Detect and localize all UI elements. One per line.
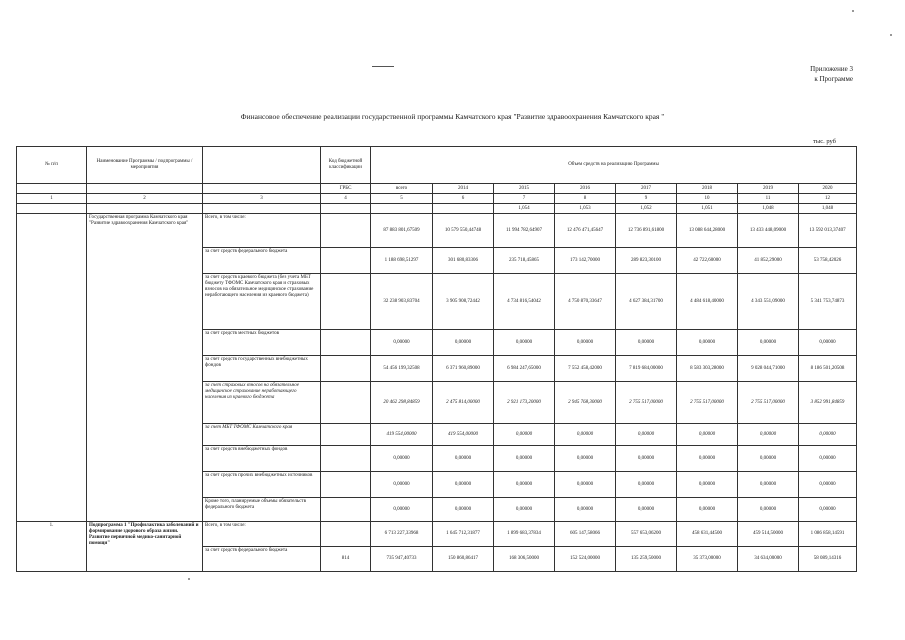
code-cell: 1,048: [799, 204, 857, 214]
scan-speck: [890, 34, 892, 36]
year-value: 8 186 501,20508: [799, 356, 857, 382]
year-value: 41 852,29000: [738, 248, 799, 274]
year-value: 2 921 173,20000: [494, 382, 555, 424]
year-value: 419 554,00000: [433, 424, 494, 446]
year-value: 1 086 858,14591: [799, 522, 857, 547]
codes-empty: [433, 204, 494, 214]
subheader-empty-1: [17, 184, 87, 194]
year-value: 0,00000: [433, 498, 494, 522]
year-value: 0,00000: [555, 330, 616, 356]
year-value: 1 899 683,37834: [494, 522, 555, 547]
year-value: 4 627 384,31700: [616, 274, 677, 330]
year-value: 0,00000: [677, 472, 738, 498]
year-value: 135 259,50000: [616, 547, 677, 572]
col-number: 1: [17, 194, 87, 204]
subheader-year: 2018: [677, 184, 738, 194]
col-number: 5: [371, 194, 433, 204]
year-value: 0,00000: [799, 498, 857, 522]
year-value: 2 755 517,00000: [738, 382, 799, 424]
funding-source-label: за счет средств федерального бюджета: [203, 248, 321, 274]
year-value: 0,00000: [433, 472, 494, 498]
code-cell: 1,051: [677, 204, 738, 214]
year-value: 13 433 448,09000: [738, 214, 799, 248]
appendix-line-1: Приложение 3: [810, 65, 853, 73]
total-value: 0,00000: [371, 446, 433, 472]
col-number: 7: [494, 194, 555, 204]
appendix-line-2: к Программе: [814, 75, 853, 83]
grbs-code: [321, 522, 371, 547]
year-value: 34 634,00000: [738, 547, 799, 572]
codes-empty: [17, 204, 87, 214]
scan-speck: [188, 578, 190, 580]
year-value: 173 142,70000: [555, 248, 616, 274]
year-value: 42 722,60000: [677, 248, 738, 274]
column-number-row: [17, 194, 857, 204]
total-value: 20 462 298,84859: [371, 382, 433, 424]
col-number: 10: [677, 194, 738, 204]
funding-source-label: за счет средств федерального бюджета: [203, 547, 321, 572]
subheader-year: 2017: [616, 184, 677, 194]
subheader-empty-2: [87, 184, 203, 194]
total-value: 87 883 801,67509: [371, 214, 433, 248]
header-budget-code: Код бюджетной классификации: [321, 147, 371, 184]
year-value: 0,00000: [555, 498, 616, 522]
col-number: 12: [799, 194, 857, 204]
total-value: 0,00000: [371, 330, 433, 356]
year-value: 0,00000: [799, 446, 857, 472]
year-value: 0,00000: [738, 424, 799, 446]
year-value: 4 750 870,33647: [555, 274, 616, 330]
year-value: 11 994 782,64907: [494, 214, 555, 248]
program-name: Подпрограмма 1 "Профилактика заболеваний и формирование здорового образа жизни. Развитие первичной медико-санитарной помощи": [87, 522, 203, 572]
codes-empty: [371, 204, 433, 214]
codes-empty: [203, 204, 321, 214]
year-value: 1 645 712,31877: [433, 522, 494, 547]
year-value: 10 579 550,44748: [433, 214, 494, 248]
year-value: 0,00000: [677, 424, 738, 446]
col-number: 9: [616, 194, 677, 204]
year-value: 458 631,44500: [677, 522, 738, 547]
code-cell: 1,048: [738, 204, 799, 214]
col-number: 2: [87, 194, 203, 204]
header-blank: [203, 147, 321, 184]
grbs-code: [321, 356, 371, 382]
year-value: 3 905 908,72442: [433, 274, 494, 330]
total-value: 6 713 227,33968: [371, 522, 433, 547]
year-value: 53 758,42026: [799, 248, 857, 274]
year-value: 152 524,00000: [555, 547, 616, 572]
grbs-code: [321, 424, 371, 446]
subheader-year: 2019: [738, 184, 799, 194]
year-value: 0,00000: [616, 330, 677, 356]
year-value: 0,00000: [799, 330, 857, 356]
year-value: 301 680,83306: [433, 248, 494, 274]
year-value: 0,00000: [738, 498, 799, 522]
appendix-note: [810, 64, 853, 84]
year-value: 0,00000: [555, 446, 616, 472]
year-value: 0,00000: [677, 498, 738, 522]
table-row: [17, 522, 857, 547]
year-value: 0,00000: [494, 446, 555, 472]
total-value: 735 947,40733: [371, 547, 433, 572]
year-value: 0,00000: [494, 472, 555, 498]
year-value: 2 755 517,00000: [616, 382, 677, 424]
year-value: 12 736 891,61800: [616, 214, 677, 248]
year-value: 4 734 816,54042: [494, 274, 555, 330]
year-value: 0,00000: [494, 330, 555, 356]
subheader-year: 2020: [799, 184, 857, 194]
year-value: 13 592 013,37407: [799, 214, 857, 248]
grbs-code: [321, 248, 371, 274]
year-value: 0,00000: [616, 446, 677, 472]
funding-source-label: Всего, в том числе:: [203, 214, 321, 248]
subheader-year: 2015: [494, 184, 555, 194]
codes-row: [17, 204, 857, 214]
year-value: 168 306,50000: [494, 547, 555, 572]
year-value: 0,00000: [799, 424, 857, 446]
subheader-empty-3: [203, 184, 321, 194]
year-value: 0,00000: [616, 498, 677, 522]
col-number: 11: [738, 194, 799, 204]
year-value: 2 945 768,30000: [555, 382, 616, 424]
funding-source-label: за счет средств государственных внебюджетных фондов: [203, 356, 321, 382]
units-label: тыс. руб: [813, 138, 836, 145]
col-number: 3: [203, 194, 321, 204]
year-value: 35 373,00000: [677, 547, 738, 572]
funding-source-label: за счет МБТ ТФОМС Камчатского края: [203, 424, 321, 446]
code-cell: 1,054: [494, 204, 555, 214]
total-value: 54 456 199,32508: [371, 356, 433, 382]
total-value: 0,00000: [371, 472, 433, 498]
subheader-total: всего: [371, 184, 433, 194]
year-value: 0,00000: [738, 472, 799, 498]
funding-source-label: Всего, в том числе:: [203, 522, 321, 547]
funding-source-label: за счет средств местных бюджетов: [203, 330, 321, 356]
year-value: 6 984 247,65000: [494, 356, 555, 382]
year-value: 13 088 644,28000: [677, 214, 738, 248]
codes-empty: [321, 204, 371, 214]
header-no: № п/п: [17, 147, 87, 184]
year-value: 0,00000: [799, 472, 857, 498]
total-value: 32 238 903,83704: [371, 274, 433, 330]
total-value: 1 188 698,51297: [371, 248, 433, 274]
year-value: 0,00000: [677, 330, 738, 356]
table-row: [17, 214, 857, 248]
year-value: 3 852 991,84859: [799, 382, 857, 424]
codes-empty: [87, 204, 203, 214]
col-number: 4: [321, 194, 371, 204]
code-cell: 1,053: [555, 204, 616, 214]
funding-source-label: за счет средств краевого бюджета (без учета МБТ бюджету ТФОМС Камчатского края и страховых взносов на обязательное медицинское страхование неработающего населения из краевого бюджета): [203, 274, 321, 330]
col-number: 6: [433, 194, 494, 204]
grbs-code: [321, 382, 371, 424]
grbs-code: [321, 472, 371, 498]
year-value: 2 755 517,00000: [677, 382, 738, 424]
year-value: 7 552 458,42000: [555, 356, 616, 382]
year-value: 0,00000: [738, 446, 799, 472]
header-name: Наименование Программы / подпрограммы / мероприятия: [87, 147, 203, 184]
year-value: 7 819 684,00000: [616, 356, 677, 382]
document-title: Финансовое обеспечение реализации государственной программы Камчатского края "Развитие здравоохранения Камчатского края ": [240, 112, 665, 121]
year-value: 605 147,58066: [555, 522, 616, 547]
col-number: 8: [555, 194, 616, 204]
year-value: 0,00000: [433, 330, 494, 356]
total-value: 0,00000: [371, 498, 433, 522]
year-value: 8 583 303,28000: [677, 356, 738, 382]
year-value: 289 823,30100: [616, 248, 677, 274]
grbs-code: [321, 498, 371, 522]
year-value: 4 484 618,40000: [677, 274, 738, 330]
funding-source-label: за счет средств внебюджетных фондов: [203, 446, 321, 472]
funding-source-label: за счет страховых взносов на обязательное медицинское страхование неработающего населения из краевого бюджета: [203, 382, 321, 424]
grbs-code: [321, 330, 371, 356]
code-cell: 1,052: [616, 204, 677, 214]
year-value: 9 028 044,71000: [738, 356, 799, 382]
year-value: 235 718,45865: [494, 248, 555, 274]
row-number: [17, 214, 87, 522]
header-dash: [372, 66, 394, 67]
year-value: 0,00000: [555, 424, 616, 446]
row-number: 1.: [17, 522, 87, 572]
financing-table: [16, 146, 857, 572]
table-subheader-row: [17, 184, 857, 194]
year-value: 58 089,14316: [799, 547, 857, 572]
subheader-grbs: ГРБС: [321, 184, 371, 194]
grbs-code: [321, 214, 371, 248]
year-value: 0,00000: [677, 446, 738, 472]
total-value: 419 554,00000: [371, 424, 433, 446]
funding-source-label: за счет средств прочих внебюджетных источников: [203, 472, 321, 498]
year-value: 0,00000: [738, 330, 799, 356]
year-value: 12 476 471,45647: [555, 214, 616, 248]
year-value: 0,00000: [494, 498, 555, 522]
year-value: 459 514,50000: [738, 522, 799, 547]
table-header-row: [17, 147, 857, 184]
year-value: 2 475 814,00000: [433, 382, 494, 424]
header-volume: Объем средств на реализацию Программы: [371, 147, 857, 184]
year-value: 557 653,06200: [616, 522, 677, 547]
year-value: 0,00000: [616, 472, 677, 498]
year-value: 0,00000: [555, 472, 616, 498]
program-name: Государственная программа Камчатского края "Развитие здравоохранения Камчатского края": [87, 214, 203, 522]
subheader-year: 2014: [433, 184, 494, 194]
year-value: 0,00000: [433, 446, 494, 472]
year-value: 4 343 551,09000: [738, 274, 799, 330]
year-value: 6 371 960,89000: [433, 356, 494, 382]
funding-source-label: Кроме того, планируемые объемы обязательств федерального бюджета: [203, 498, 321, 522]
grbs-code: 814: [321, 547, 371, 572]
grbs-code: [321, 446, 371, 472]
subheader-year: 2016: [555, 184, 616, 194]
year-value: 0,00000: [616, 424, 677, 446]
year-value: 5 341 753,74873: [799, 274, 857, 330]
scan-speck: [852, 10, 854, 12]
year-value: 0,00000: [494, 424, 555, 446]
grbs-code: [321, 274, 371, 330]
year-value: 150 860,86417: [433, 547, 494, 572]
